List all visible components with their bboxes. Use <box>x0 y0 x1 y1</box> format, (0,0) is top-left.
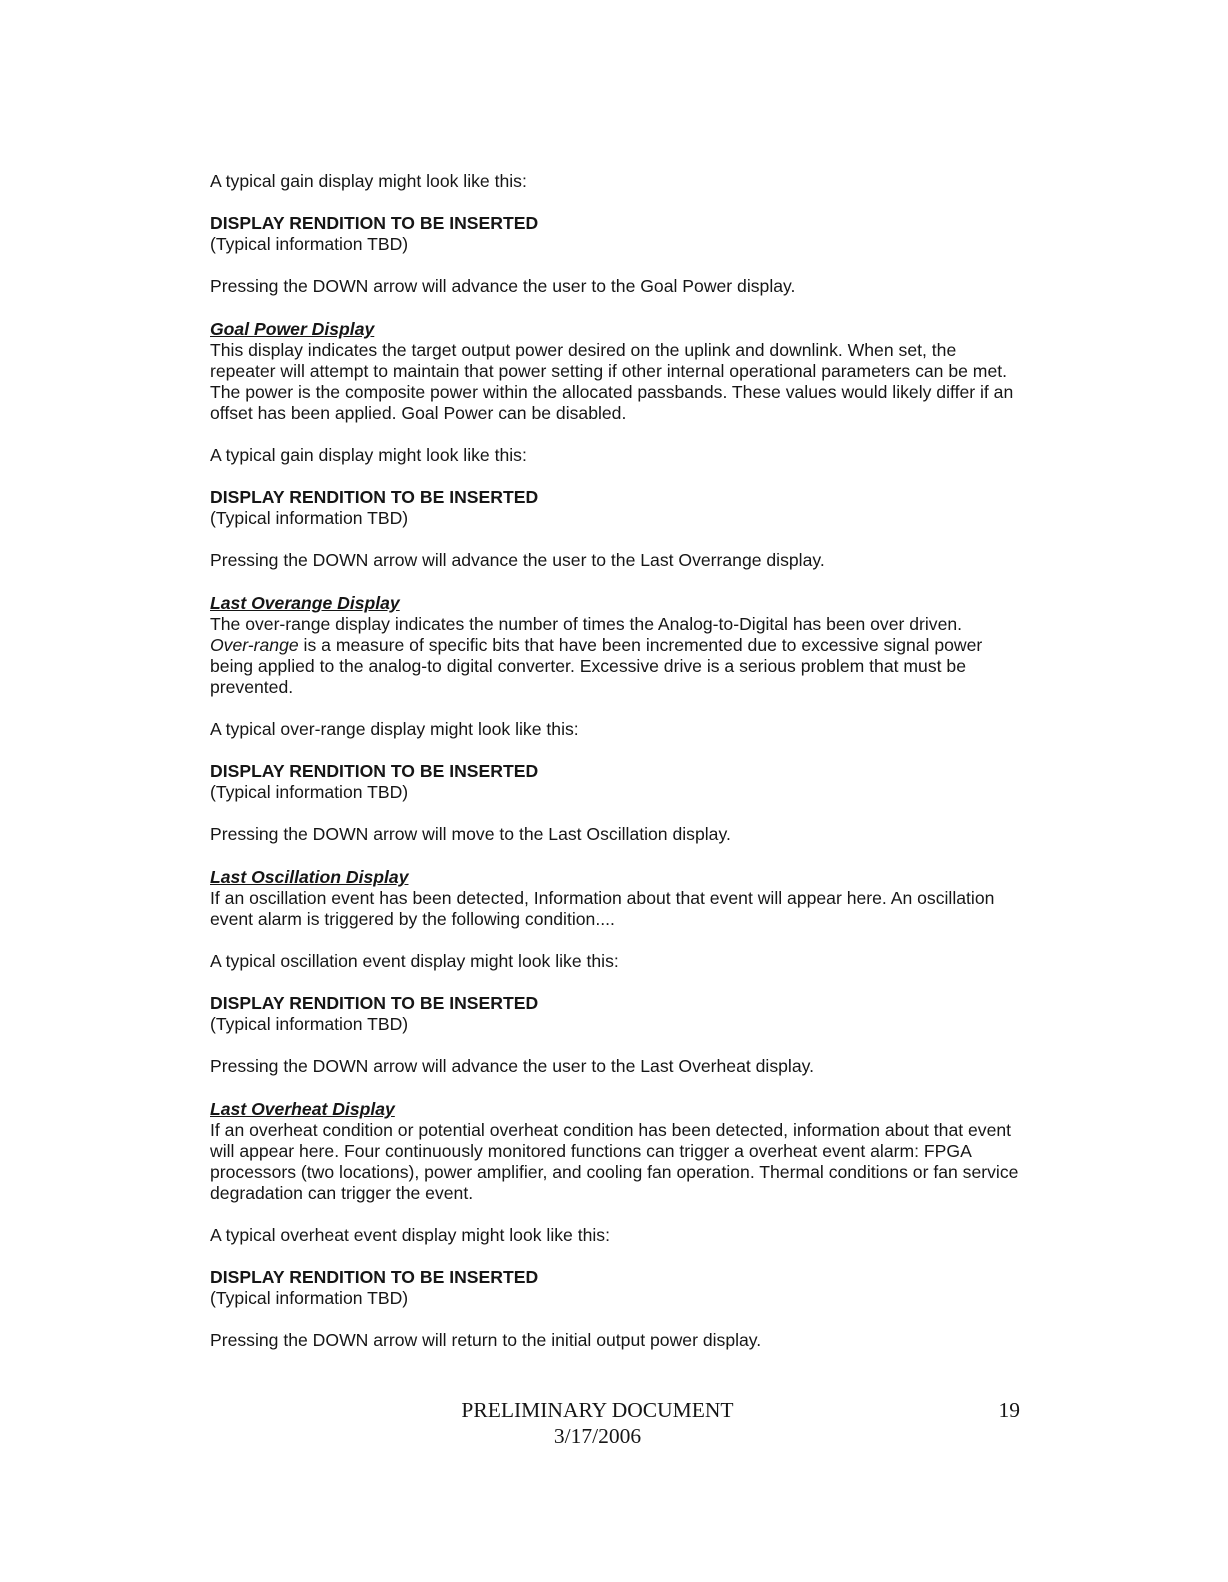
rendition-placeholder-note: (Typical information TBD) <box>210 508 409 528</box>
rendition-placeholder-title: DISPLAY RENDITION TO BE INSERTED <box>210 487 539 507</box>
section-heading: Last Oscillation Display <box>210 867 409 887</box>
section-body-rest: is a measure of specific bits that have been incremented due to excessive signal power being applied to the analog-to digital converter. Excessive drive is a serious problem that must be prevented. <box>210 635 983 697</box>
rendition-placeholder-title: DISPLAY RENDITION TO BE INSERTED <box>210 213 539 233</box>
nav-instruction: Pressing the DOWN arrow will return to the initial output power display. <box>210 1330 762 1350</box>
section-heading: Last Overheat Display <box>210 1099 395 1119</box>
nav-instruction: Pressing the DOWN arrow will move to the Last Oscillation display. <box>210 824 731 844</box>
nav-instruction: Pressing the DOWN arrow will advance the user to the Goal Power display. <box>210 276 796 296</box>
footer-date: 3/17/2006 <box>553 1424 642 1448</box>
section-body-line: The over-range display indicates the number of times the Analog-to-Digital has been over driven. <box>210 614 963 634</box>
rendition-placeholder-note: (Typical information TBD) <box>210 234 409 254</box>
rendition-placeholder-note: (Typical information TBD) <box>210 1014 409 1034</box>
rendition-placeholder-note: (Typical information TBD) <box>210 782 409 802</box>
footer-center <box>400 1397 795 1449</box>
rendition-placeholder-title: DISPLAY RENDITION TO BE INSERTED <box>210 993 539 1013</box>
over-range-display-intro: A typical over-range display might look like this: <box>210 719 579 739</box>
overheat-display-intro: A typical overheat event display might look like this: <box>210 1225 610 1245</box>
section-body: If an overheat condition or potential overheat condition has been detected, information about that event will appear here. Four continuously monitored functions can trigger a overheat event alarm: FPGA processors (two locations), power amplifier, and cooling fan operation. Thermal conditions or fan service degradation can trigger the event. <box>210 1120 1019 1203</box>
nav-instruction: Pressing the DOWN arrow will advance the user to the Last Overheat display. <box>210 1056 814 1076</box>
section-last-overange <box>210 593 1025 698</box>
gain-display-intro: A typical gain display might look like this: <box>210 445 527 465</box>
rendition-placeholder-title: DISPLAY RENDITION TO BE INSERTED <box>210 1267 539 1287</box>
gain-display-intro: A typical gain display might look like this: <box>210 171 527 191</box>
section-last-overheat <box>210 1099 1025 1204</box>
rendition-placeholder-note: (Typical information TBD) <box>210 1288 409 1308</box>
section-last-oscillation <box>210 867 1025 930</box>
page-content <box>210 171 1025 1351</box>
section-heading: Last Overange Display <box>210 593 400 613</box>
section-body-emphasis: Over-range <box>210 635 299 655</box>
section-goal-power <box>210 319 1025 424</box>
section-body: This display indicates the target output power desired on the uplink and downlink. When set, the repeater will attempt to maintain that power setting if other internal operational parameters can be met. The power is the composite power within the allocated passbands. These values would likely differ if an offset has been applied. Goal Power can be disabled. <box>210 340 1014 423</box>
oscillation-display-intro: A typical oscillation event display might look like this: <box>210 951 619 971</box>
footer-title: PRELIMINARY DOCUMENT <box>461 1398 734 1422</box>
section-body: If an oscillation event has been detected, Information about that event will appear here. An oscillation event alarm is triggered by the following condition.... <box>210 888 995 929</box>
rendition-placeholder-title: DISPLAY RENDITION TO BE INSERTED <box>210 761 539 781</box>
page-number: 19 <box>998 1398 1020 1422</box>
section-heading: Goal Power Display <box>210 319 375 339</box>
nav-instruction: Pressing the DOWN arrow will advance the user to the Last Overrange display. <box>210 550 825 570</box>
